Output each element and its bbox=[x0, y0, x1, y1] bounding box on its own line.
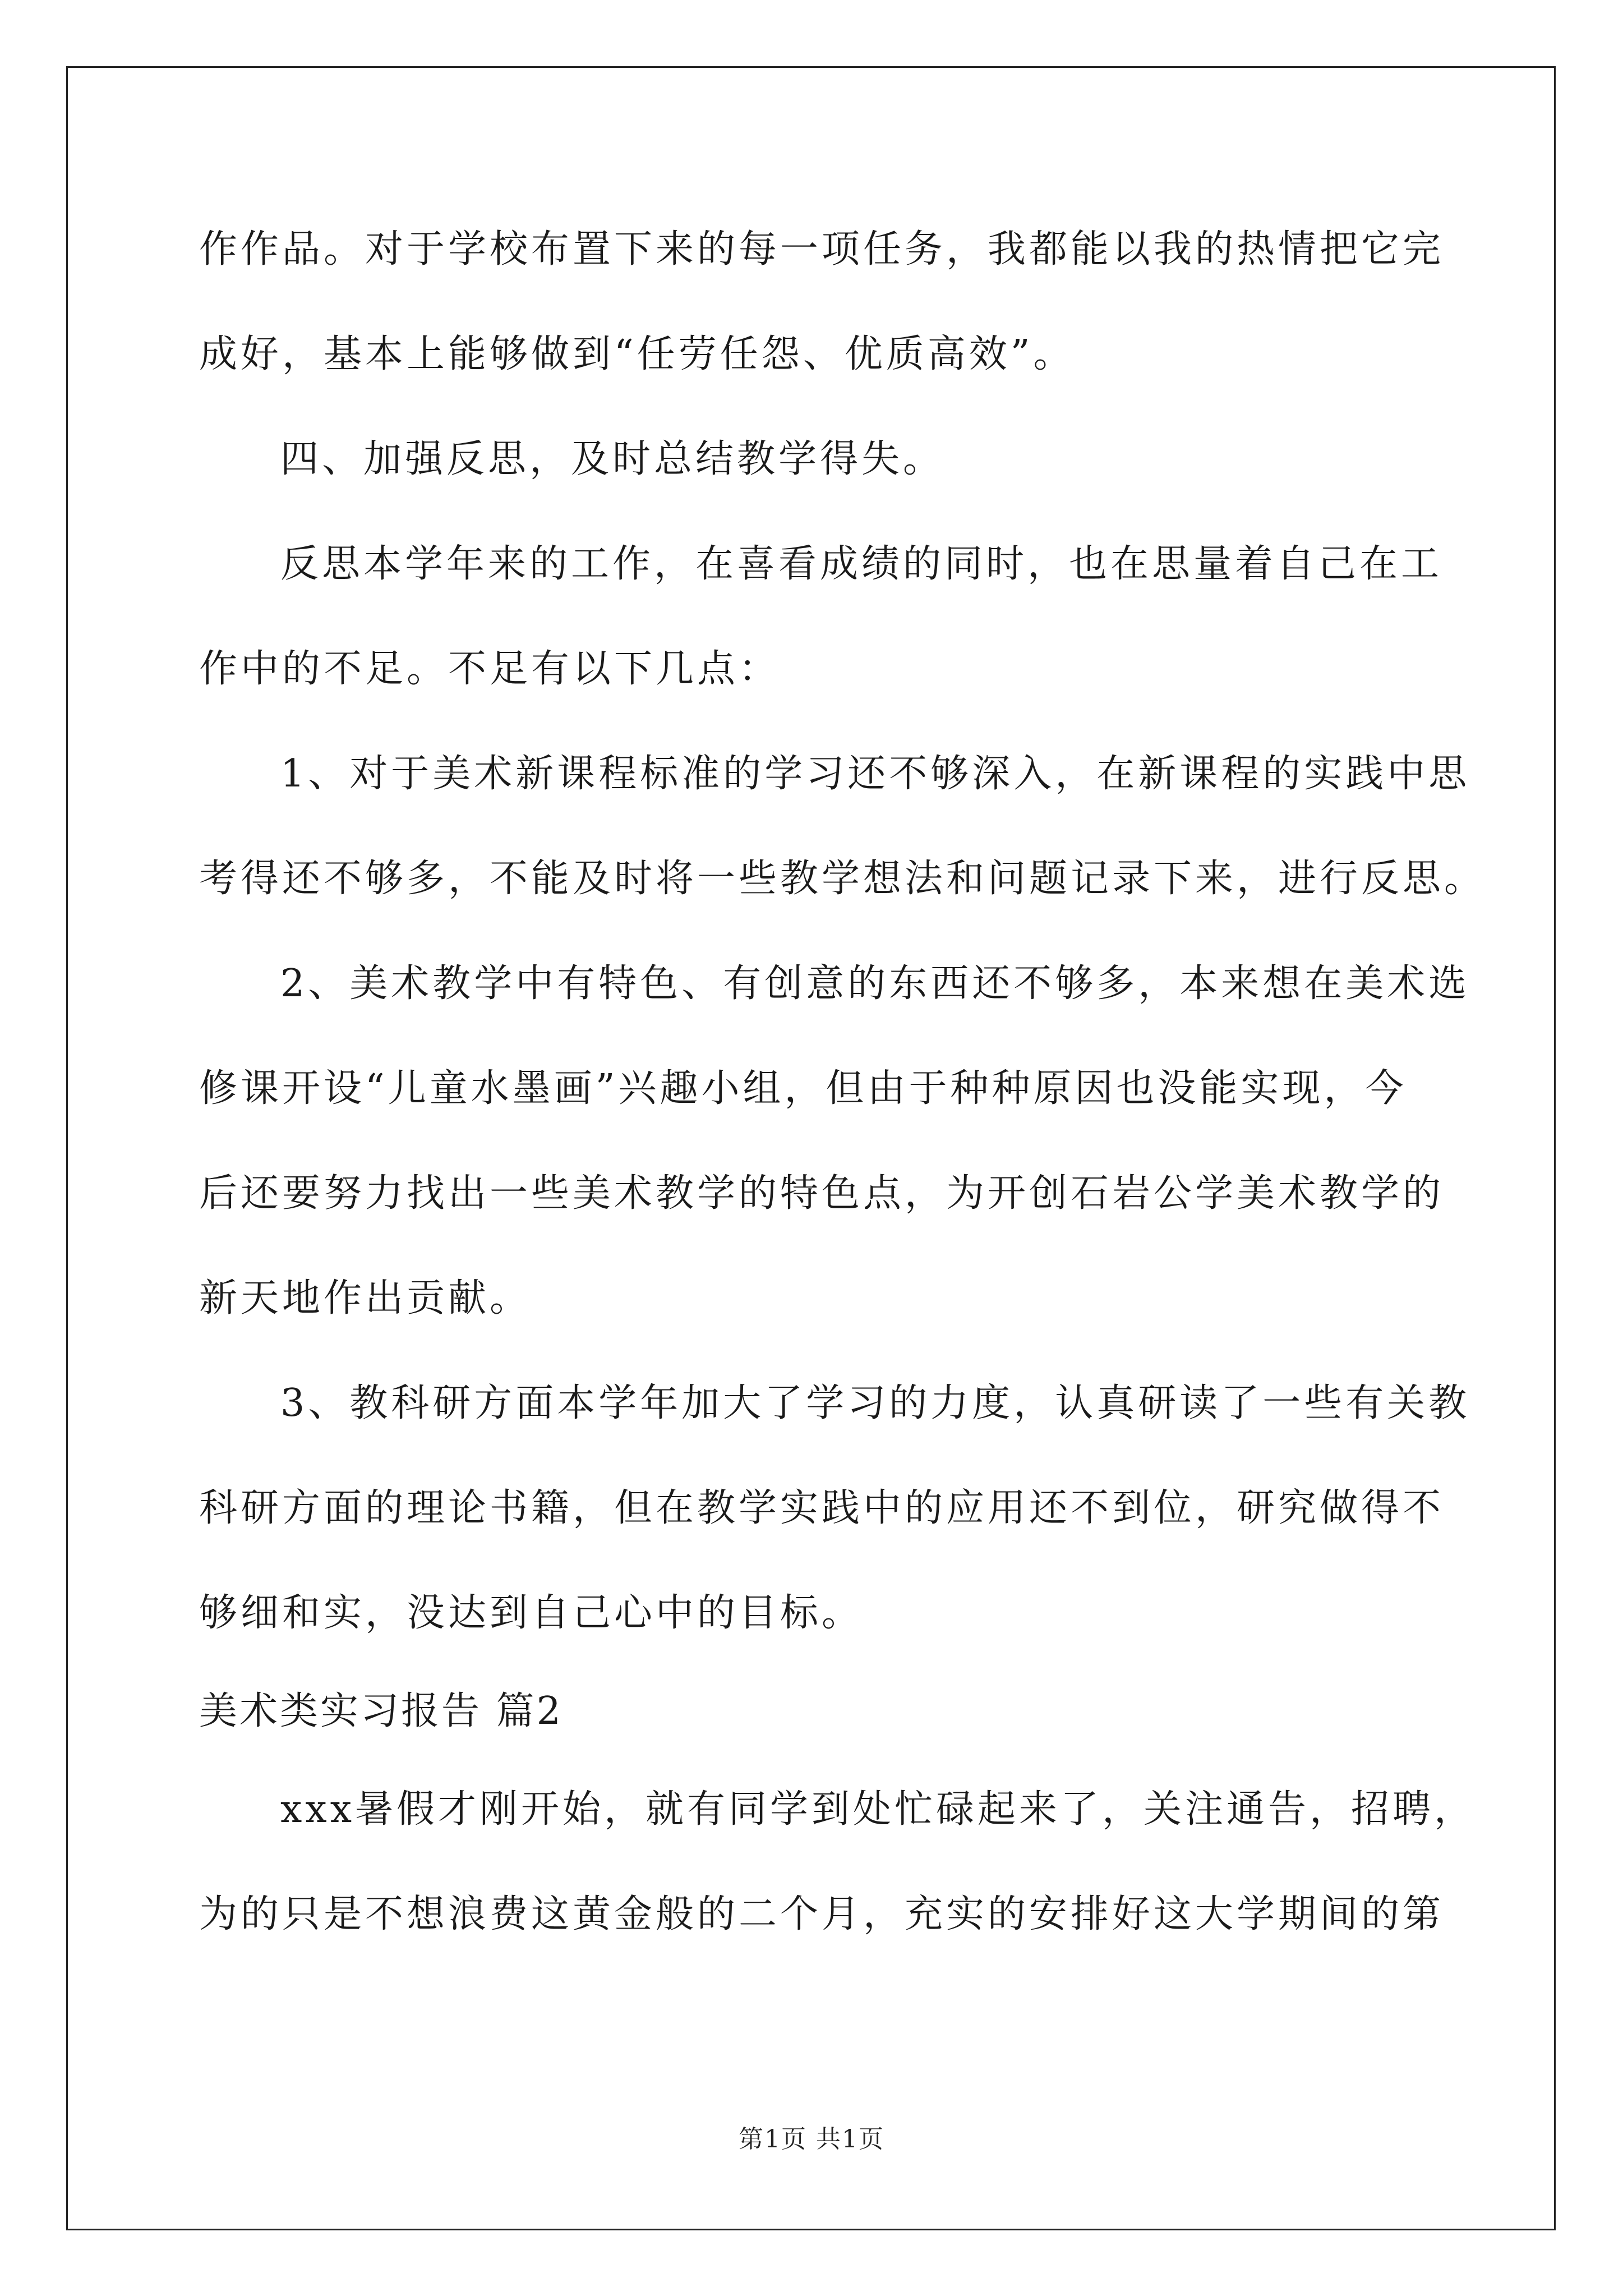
article-title: 美术类实习报告 篇2 bbox=[199, 1689, 563, 1733]
body-text-line: 够细和实，没达到自己心中的目标。 bbox=[199, 1591, 864, 1635]
body-text-line: 成好，基本上能够做到“任劳任怨、优质高效”。 bbox=[199, 332, 1075, 376]
body-text-line: 作中的不足。不足有以下几点： bbox=[199, 647, 781, 691]
body-text-line: 考得还不够多，不能及时将一些教学想法和问题记录下来，进行反思。 bbox=[199, 857, 1486, 901]
section-heading: 四、加强反思，及时总结教学得失。 bbox=[280, 437, 945, 481]
body-text-line: 科研方面的理论书籍，但在教学实践中的应用还不到位，研究做得不 bbox=[199, 1486, 1445, 1530]
list-item-1: 1、对于美术新课程标准的学习还不够深入，在新课程的实践中思 bbox=[280, 752, 1470, 796]
body-text-line: 为的只是不想浪费这黄金般的二个月，充实的安排好这大学期间的第 bbox=[199, 1892, 1445, 1936]
list-item-3: 3、教科研方面本学年加大了学习的力度，认真研读了一些有关教 bbox=[280, 1381, 1470, 1425]
paragraph-start: 反思本学年来的工作，在喜看成绩的同时，也在思量着自己在工 bbox=[280, 542, 1443, 586]
body-text-line: 后还要努力找出一些美术教学的特色点，为开创石岩公学美术教学的 bbox=[199, 1171, 1445, 1216]
body-text-line: 修课开设“儿童水墨画”兴趣小组，但由于种种原因也没能实现，今 bbox=[199, 1066, 1407, 1111]
body-text-line: 作作品。对于学校布置下来的每一项任务，我都能以我的热情把它完 bbox=[199, 227, 1445, 272]
body-text-line: 新天地作出贡献。 bbox=[199, 1276, 532, 1320]
page-number: 第1页 共1页 bbox=[739, 2125, 884, 2154]
list-item-2: 2、美术教学中有特色、有创意的东西还不够多，本来想在美术选 bbox=[280, 961, 1470, 1006]
paragraph-start: xxx暑假才刚开始，就有同学到处忙碌起来了，关注通告，招聘， bbox=[280, 1787, 1476, 1832]
